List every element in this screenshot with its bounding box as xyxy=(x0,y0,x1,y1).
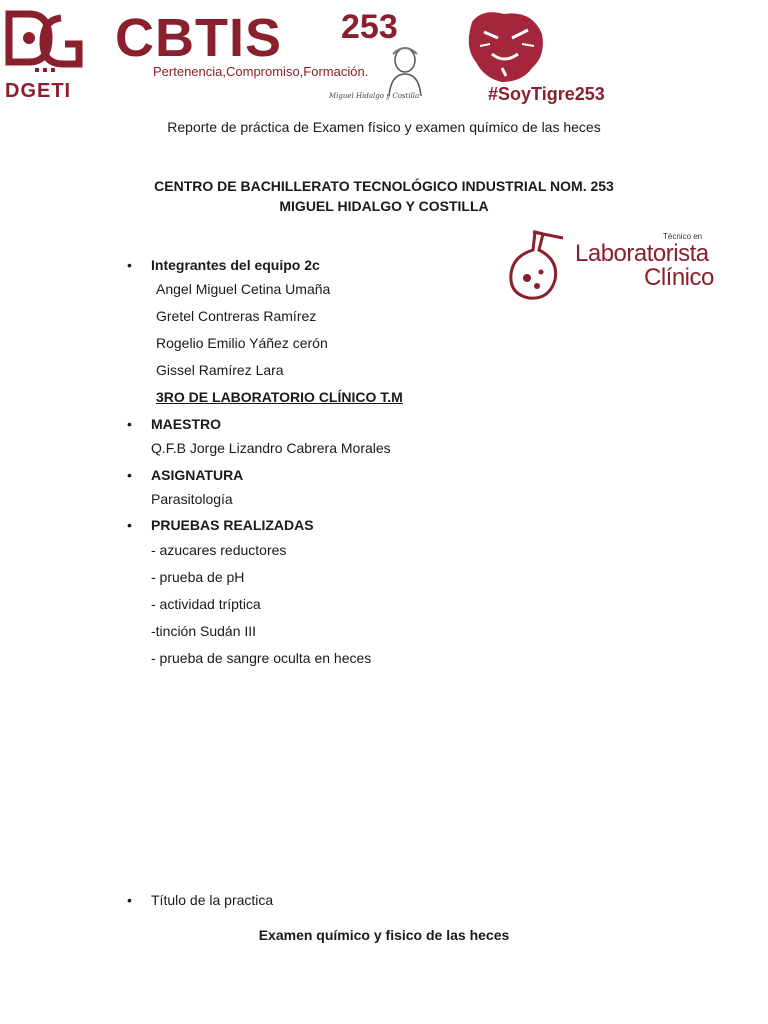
test-item: - prueba de sangre oculta en heces xyxy=(151,650,372,666)
team-group: 3RO DE LABORATORIO CLÍNICO T.M xyxy=(156,389,403,405)
cbtis-motto: Pertenencia,Compromiso,Formación. xyxy=(153,64,369,79)
flask-icon xyxy=(505,228,567,302)
bullet: • xyxy=(127,892,132,908)
team-member: Gretel Contreras Ramírez xyxy=(156,308,317,324)
lab-logo-line1: Laboratorista xyxy=(575,240,709,267)
dgeti-logo xyxy=(5,8,85,102)
portrait-icon xyxy=(385,44,425,96)
test-item: - prueba de pH xyxy=(151,569,245,585)
school-line-2: MIGUEL HIDALGO Y COSTILLA xyxy=(279,198,489,214)
test-item: - azucares reductores xyxy=(151,542,287,558)
signature: Miguel Hidalgo y Costilla xyxy=(329,92,420,100)
bullet: • xyxy=(127,416,132,432)
school-line-1: CENTRO DE BACHILLERATO TECNOLÓGICO INDUSTRIAL NOM. 253 xyxy=(154,178,614,194)
tiger-head-icon xyxy=(462,8,546,88)
subject-name: Parasitología xyxy=(151,491,233,507)
dgeti-emblem-icon xyxy=(5,8,85,78)
team-member: Rogelio Emilio Yáñez cerón xyxy=(156,335,328,351)
bullet: • xyxy=(127,257,132,273)
lab-logo xyxy=(505,228,725,304)
test-item: - actividad tríptica xyxy=(151,596,261,612)
cbtis-number: 253 xyxy=(341,8,398,46)
team-member: Gissel Ramírez Lara xyxy=(156,362,284,378)
lab-logo-line2: Clínico xyxy=(644,264,714,291)
hashtag: #SoyTigre253 xyxy=(488,84,605,104)
teacher-heading: MAESTRO xyxy=(151,416,221,432)
lab-logo-small: Técnico en xyxy=(663,232,703,241)
tiger-logo xyxy=(458,8,618,108)
team-heading: Integrantes del equipo 2c xyxy=(151,257,320,273)
test-item: -tinción Sudán III xyxy=(151,623,257,639)
bullet: • xyxy=(127,517,132,533)
dgeti-label: DGETI xyxy=(5,80,72,102)
practice-title: Examen químico y fisico de las heces xyxy=(258,927,510,943)
teacher-name: Q.F.B Jorge Lizandro Cabrera Morales xyxy=(151,440,391,456)
team-member: Angel Miguel Cetina Umaña xyxy=(156,281,331,297)
cbtis-title: CBTIS xyxy=(115,8,282,68)
subject-heading: ASIGNATURA xyxy=(151,467,244,483)
cbtis-logo xyxy=(115,8,425,108)
practice-label: Título de la practica xyxy=(151,892,274,908)
report-title: Reporte de práctica de Examen físico y examen químico de las heces xyxy=(167,119,601,135)
bullet: • xyxy=(127,467,132,483)
tests-heading: PRUEBAS REALIZADAS xyxy=(151,517,314,533)
